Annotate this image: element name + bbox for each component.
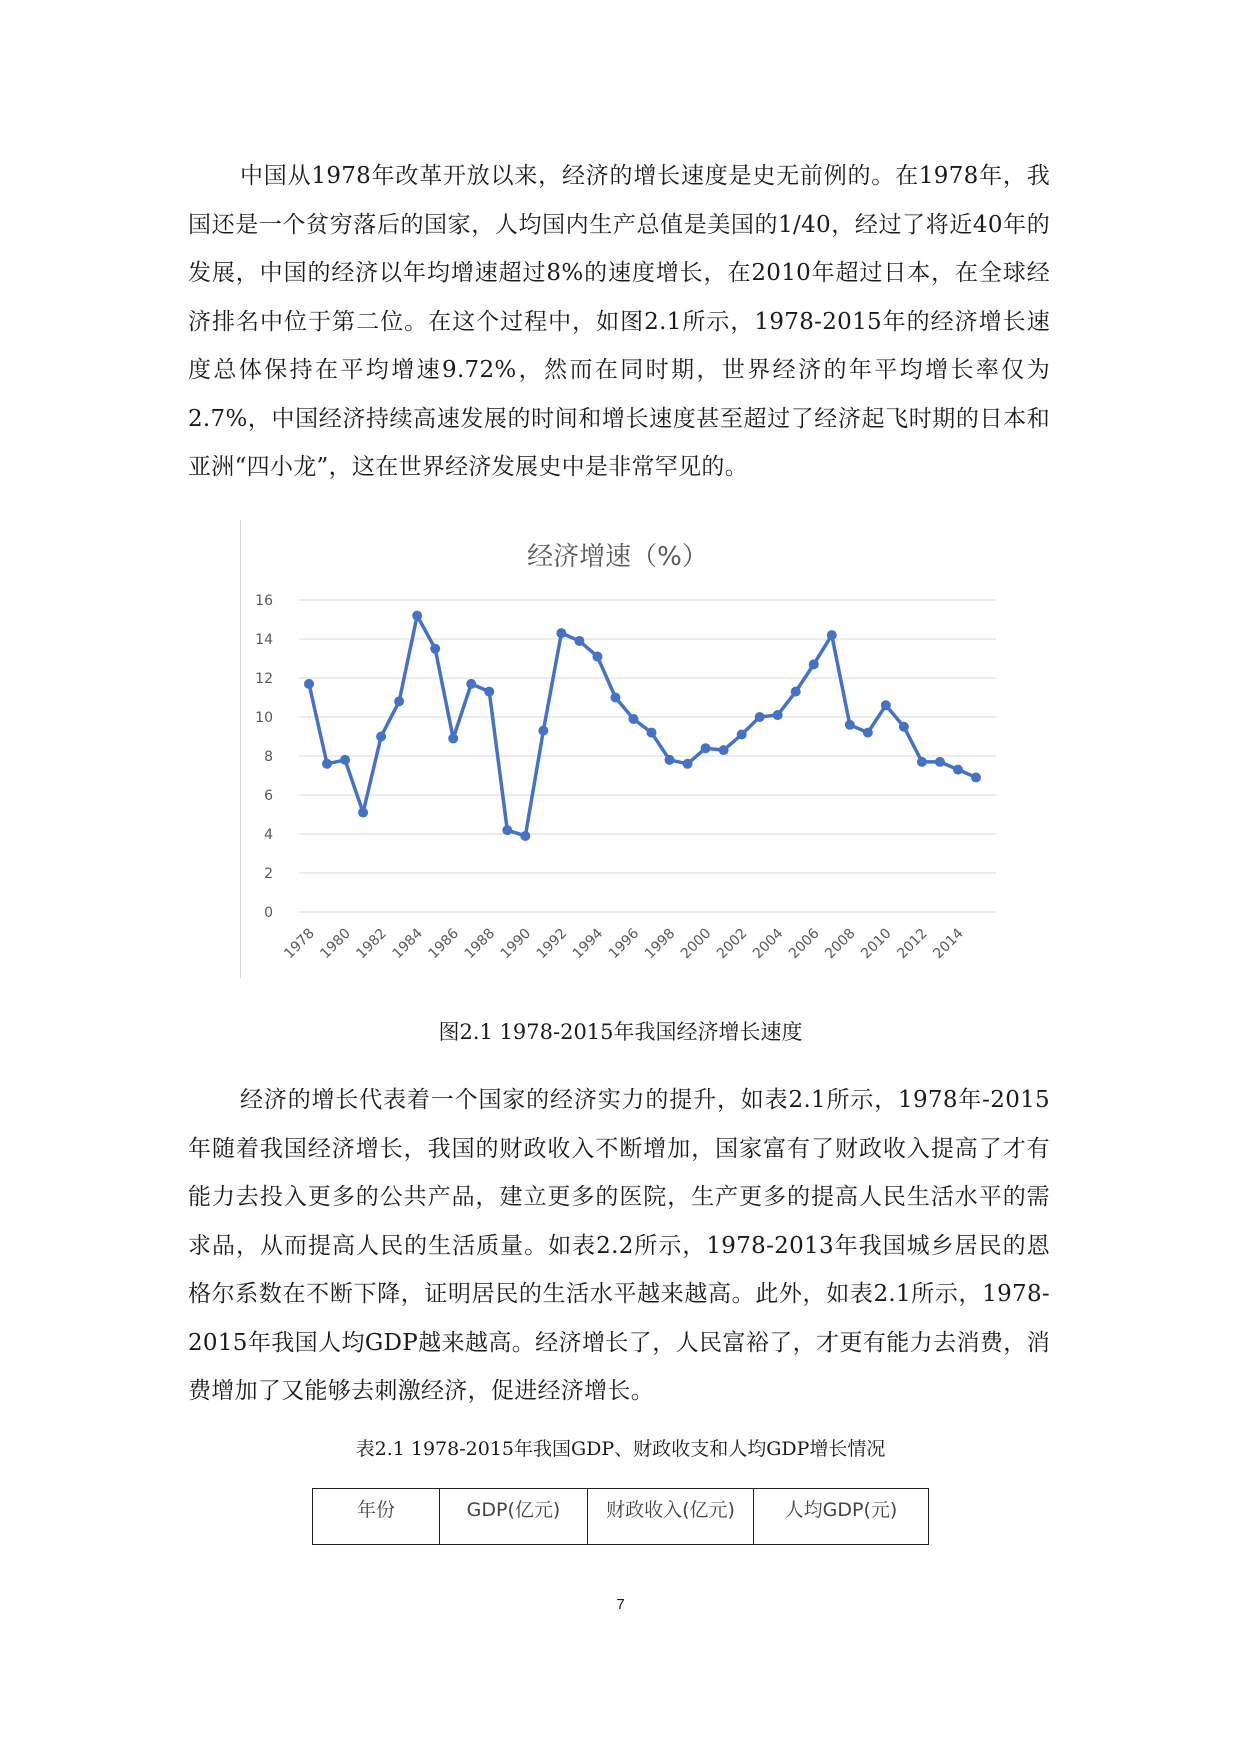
data-point xyxy=(538,726,548,736)
y-tick-label: 6 xyxy=(264,788,273,804)
data-point xyxy=(737,730,747,740)
data-point xyxy=(448,733,458,743)
x-tick-label: 1998 xyxy=(641,925,679,963)
header-gdp: GDP(亿元) xyxy=(440,1489,588,1545)
x-tick-label: 1990 xyxy=(497,925,535,963)
y-tick-label: 8 xyxy=(264,749,273,765)
y-tick-label: 2 xyxy=(264,866,273,882)
data-point xyxy=(610,693,620,703)
data-point xyxy=(394,696,404,706)
data-point xyxy=(466,679,476,689)
data-point xyxy=(322,759,332,769)
x-tick-label: 1980 xyxy=(317,925,354,963)
x-tick-label: 2014 xyxy=(930,925,967,963)
data-point xyxy=(953,765,963,775)
data-point xyxy=(430,644,440,654)
x-tick-label: 2010 xyxy=(858,925,895,963)
data-point xyxy=(412,611,422,621)
data-point xyxy=(592,652,602,662)
data-point xyxy=(899,722,909,732)
y-tick-label: 14 xyxy=(255,632,273,648)
y-tick-label: 16 xyxy=(255,593,273,609)
data-point xyxy=(809,659,819,669)
data-point xyxy=(574,636,584,646)
header-gdp-per-capita: 人均GDP(元) xyxy=(754,1489,929,1545)
data-point xyxy=(376,732,386,742)
chart-title: 经济增速（%） xyxy=(527,542,708,572)
x-tick-label: 1978 xyxy=(281,925,318,963)
data-point xyxy=(358,808,368,818)
data-point xyxy=(502,825,512,835)
data-point xyxy=(935,757,945,767)
data-point xyxy=(971,772,981,782)
y-tick-label: 10 xyxy=(255,710,273,726)
data-point xyxy=(881,700,891,710)
data-point xyxy=(701,743,711,753)
x-tick-label: 2012 xyxy=(894,925,931,963)
data-point xyxy=(647,728,657,738)
y-tick-label: 12 xyxy=(255,671,273,687)
data-point xyxy=(755,712,765,722)
data-point xyxy=(484,687,494,697)
x-tick-label: 1994 xyxy=(569,925,607,963)
data-point xyxy=(917,757,927,767)
x-tick-label: 1982 xyxy=(353,925,390,963)
data-point xyxy=(845,720,855,730)
data-point xyxy=(773,710,783,720)
y-tick-label: 0 xyxy=(264,905,273,921)
y-tick-label: 4 xyxy=(264,827,273,843)
x-tick-label: 2002 xyxy=(713,925,751,963)
figure-2-1 xyxy=(240,520,1006,978)
data-point xyxy=(556,628,566,638)
body-paragraph-2: 经济的增长代表着一个国家的经济实力的提升，如表2.1所示，1978年-2015年随着我国经济增长，我国的财政收入不断增加，国家富有了财政收入提高了才有能力去投入更多的公共产品，建立更多的医院，生产更多的提高人民生活水平的需求品，从而提高人民的生活质量。如表2.2所示，1978-2013年我国城乡居民的恩格尔系数在不断下降，证明居民的生活水平越来越高。此外，如表2.1所示，1978-2015年我国人均GDP越来越高。经济增长了，人民富裕了，才更有能力去消费，消费增加了又能够去刺激经济，促进经济增长。 xyxy=(188,1087,1050,1404)
x-tick-label: 1988 xyxy=(461,925,499,963)
data-point xyxy=(791,687,801,697)
table-caption: 表2.1 1978-2015年我国GDP、财政收支和人均GDP增长情况 xyxy=(355,1438,886,1460)
x-tick-label: 1986 xyxy=(425,925,463,963)
figure-caption: 图2.1 1978-2015年我国经济增长速度 xyxy=(438,1020,803,1044)
data-point xyxy=(827,630,837,640)
page-number: 7 xyxy=(616,1596,625,1613)
body-paragraph-1: 中国从1978年改革开放以来，经济的增长速度是史无前例的。在1978年，我国还是一个贫穷落后的国家，人均国内生产总值是美国的1/40，经过了将近40年的发展，中国的经济以年均增速超过8%的速度增长，在2010年超过日本，在全球经济排名中位于第二位。在这个过程中，如图2.1所示，1978-2015年的经济增长速度总体保持在平均增速9.72%，然而在同时期，世界经济的年平均增长率仅为2.7%，中国经济持续高速发展的时间和增长速度甚至超过了经济起飞时期的日本和亚洲“四小龙”，这在世界经济发展史中是非常罕见的。 xyxy=(188,163,1050,480)
x-tick-label: 1984 xyxy=(389,925,426,963)
x-tick-label: 1996 xyxy=(605,925,643,963)
x-tick-label: 2008 xyxy=(822,925,859,963)
data-point xyxy=(628,714,638,724)
data-point xyxy=(863,728,873,738)
table-2-1 xyxy=(312,1488,929,1545)
growth-rate-line-chart xyxy=(241,520,1006,978)
x-tick-label: 1992 xyxy=(533,925,571,963)
x-tick-label: 2006 xyxy=(786,925,823,963)
table-header-row xyxy=(313,1489,929,1545)
x-tick-label: 2004 xyxy=(750,925,787,963)
data-point xyxy=(340,755,350,765)
header-fiscal-revenue: 财政收入(亿元) xyxy=(588,1489,754,1545)
series-line xyxy=(309,616,976,836)
data-point xyxy=(520,831,530,841)
header-year: 年份 xyxy=(313,1489,440,1545)
data-point xyxy=(683,759,693,769)
data-point xyxy=(719,745,729,755)
x-tick-label: 2000 xyxy=(677,925,715,963)
data-point xyxy=(304,679,314,689)
data-point xyxy=(665,755,675,765)
